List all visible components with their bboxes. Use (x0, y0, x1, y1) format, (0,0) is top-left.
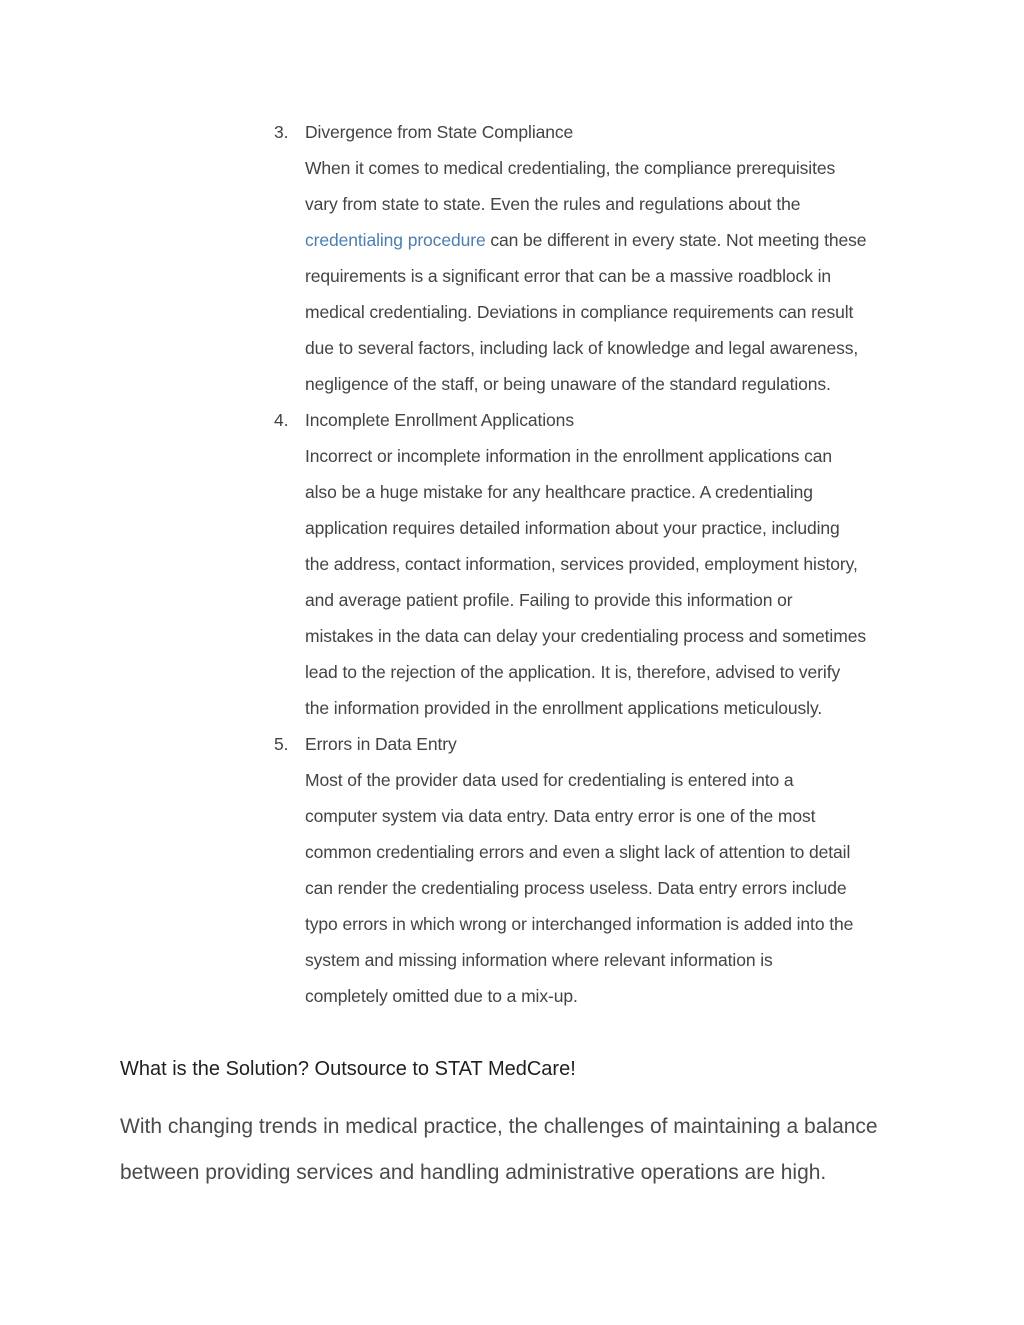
body-line: Incorrect or incomplete information in the enrollment applications can (305, 446, 833, 466)
credentialing-procedure-link[interactable]: credentialing procedure (305, 230, 486, 250)
list-item-body (305, 762, 914, 1014)
body-line: common credentialing errors and even a slight lack of attention to detail (305, 842, 851, 862)
body-line (305, 222, 914, 258)
body-line: negligence of the staff, or being unaware of the standard regulations. (305, 374, 831, 394)
body-line: lead to the rejection of the application. It is, therefore, advised to verify (305, 662, 841, 682)
body-line: application requires detailed information about your practice, including (305, 518, 840, 538)
list-item (274, 402, 914, 726)
list-number: 3. (274, 122, 289, 142)
list-item-title: Errors in Data Entry (305, 734, 457, 754)
body-line: completely omitted due to a mix-up. (305, 986, 578, 1006)
list-number: 5. (274, 734, 289, 754)
body-line: the address, contact information, services provided, employment history, (305, 554, 858, 574)
body-line: can render the credentialing process useless. Data entry errors include (305, 878, 847, 898)
list-item-title: Divergence from State Compliance (305, 122, 574, 142)
list-item-body (305, 438, 914, 726)
paragraph-line: With changing trends in medical practice, the challenges of maintaining a balance (120, 1115, 878, 1138)
body-line: and average patient profile. Failing to provide this information or (305, 590, 793, 610)
paragraph-line: between providing services and handling administrative operations are high. (120, 1161, 827, 1184)
body-text: can be different in every state. Not meeting these (485, 230, 867, 250)
body-line: Most of the provider data used for credentialing is entered into a (305, 770, 794, 790)
body-line: system and missing information where relevant information is (305, 950, 773, 970)
list-item (274, 726, 914, 1014)
list-item-title: Incomplete Enrollment Applications (305, 410, 574, 430)
body-line: typo errors in which wrong or interchanged information is added into the (305, 914, 854, 934)
body-line: due to several factors, including lack of knowledge and legal awareness, (305, 338, 859, 358)
section-heading: What is the Solution? Outsource to STAT MedCare! (120, 1058, 576, 1080)
body-line: requirements is a significant error that can be a massive roadblock in (305, 266, 832, 286)
list-item (274, 114, 914, 402)
body-line: mistakes in the data can delay your credentialing process and sometimes (305, 626, 866, 646)
body-line: the information provided in the enrollment applications meticulously. (305, 698, 823, 718)
body-line: also be a huge mistake for any healthcare practice. A credentialing (305, 482, 813, 502)
numbered-list (274, 114, 914, 1014)
body-line: vary from state to state. Even the rules and regulations about the (305, 194, 801, 214)
list-number: 4. (274, 410, 289, 430)
body-line: computer system via data entry. Data entry error is one of the most (305, 806, 816, 826)
body-paragraph (120, 1104, 910, 1196)
body-line: medical credentialing. Deviations in compliance requirements can result (305, 302, 854, 322)
body-line: When it comes to medical credentialing, the compliance prerequisites (305, 158, 836, 178)
list-item-body (305, 150, 914, 402)
